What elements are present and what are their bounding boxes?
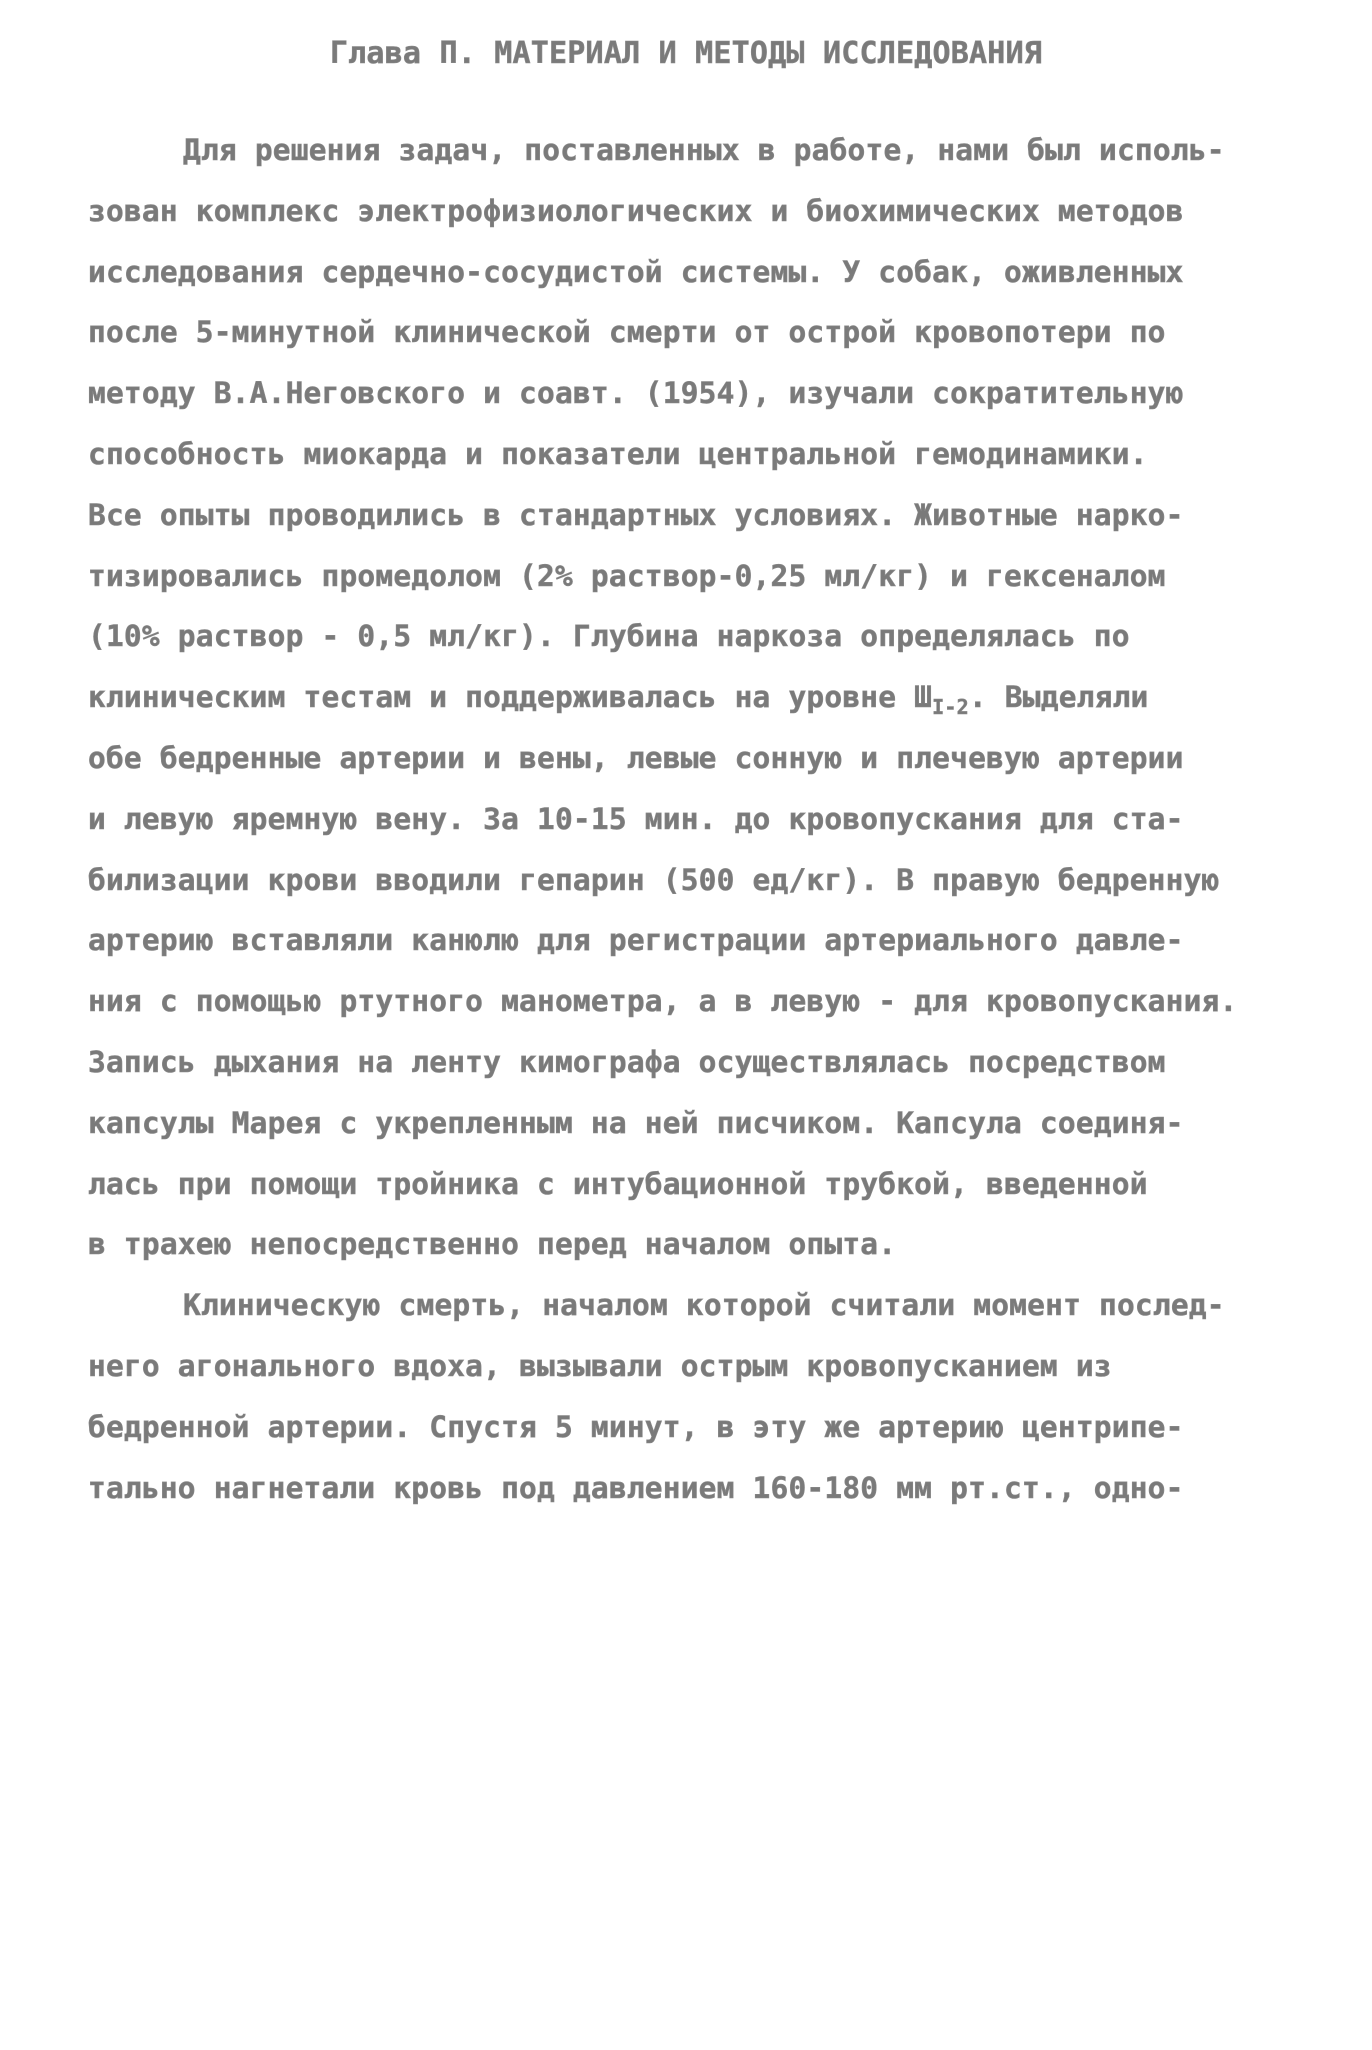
text-line: зован комплекс электрофизиологических и биохимических методов (88, 193, 1184, 228)
subscript: I-2 (932, 695, 969, 720)
text-line: и левую яремную вену. За 10-15 мин. до кровопускания для ста- (88, 801, 1184, 836)
text-line: Для решения задач, поставленных в работе, нами был исполь- (183, 133, 1225, 167)
text-line: него агонального вдоха, вызывали острым кровопусканием из (88, 1348, 1112, 1383)
paragraph-1 (88, 120, 1288, 1275)
text-line: в трахею непосредственно перед началом опыта. (88, 1227, 897, 1262)
text-line-with-subscript (88, 667, 1288, 728)
text-line: способность миокарда и показатели центральной гемодинамики. (88, 436, 1148, 471)
text-line: ния с помощью ртутного манометра, а в левую - для кровопускания. (88, 984, 1238, 1019)
text-segment: . Выделяли (968, 680, 1149, 715)
text-line: лась при помощи тройника с интубационной трубкой, введенной (88, 1166, 1148, 1201)
text-line: (10% раствор - 0,5 мл/кг). Глубина наркоза определялась по (88, 619, 1130, 654)
text-line: капсулы Марея с укрепленным на ней писчиком. Капсула соединя- (88, 1105, 1184, 1140)
text-line: артерию вставляли канюлю для регистрации артериального давле- (88, 923, 1184, 958)
text-line: методу В.А.Неговского и соавт. (1954), изучали сократительную (88, 376, 1184, 411)
text-segment: клиническим тестам и поддерживалась на уровне Ш (88, 680, 933, 715)
text-line: билизации крови вводили гепарин (500 ед/кг). В правую бедренную (88, 862, 1220, 897)
text-line: Запись дыхания на ленту кимографа осуществлялась посредством (88, 1044, 1166, 1079)
text-line: обе бедренные артерии и вены, левые сонную и плечевую артерии (88, 740, 1184, 775)
text-line: Клиническую смерть, началом которой считали момент послед- (183, 1288, 1225, 1323)
text-line: исследования сердечно-сосудистой системы. У собак, оживленных (88, 254, 1184, 289)
chapter-heading: Глава П. МАТЕРИАЛ И МЕТОДЫ ИССЛЕДОВАНИЯ (329, 36, 1043, 71)
text-line: тально нагнетали кровь под давлением 160-180 мм рт.ст., одно- (88, 1470, 1184, 1505)
text-line: тизировались промедолом (2% раствор-0,25 мл/кг) и гексеналом (88, 558, 1166, 593)
text-line: после 5-минутной клинической смерти от острой кровопотери по (88, 315, 1166, 350)
text-line: Все опыты проводились в стандартных условиях. Животные нарко- (88, 497, 1184, 532)
paragraph-2 (88, 1275, 1288, 1518)
body-text (88, 120, 1288, 1518)
text-line: бедренной артерии. Спустя 5 минут, в эту же артерию центрипе- (88, 1409, 1184, 1444)
